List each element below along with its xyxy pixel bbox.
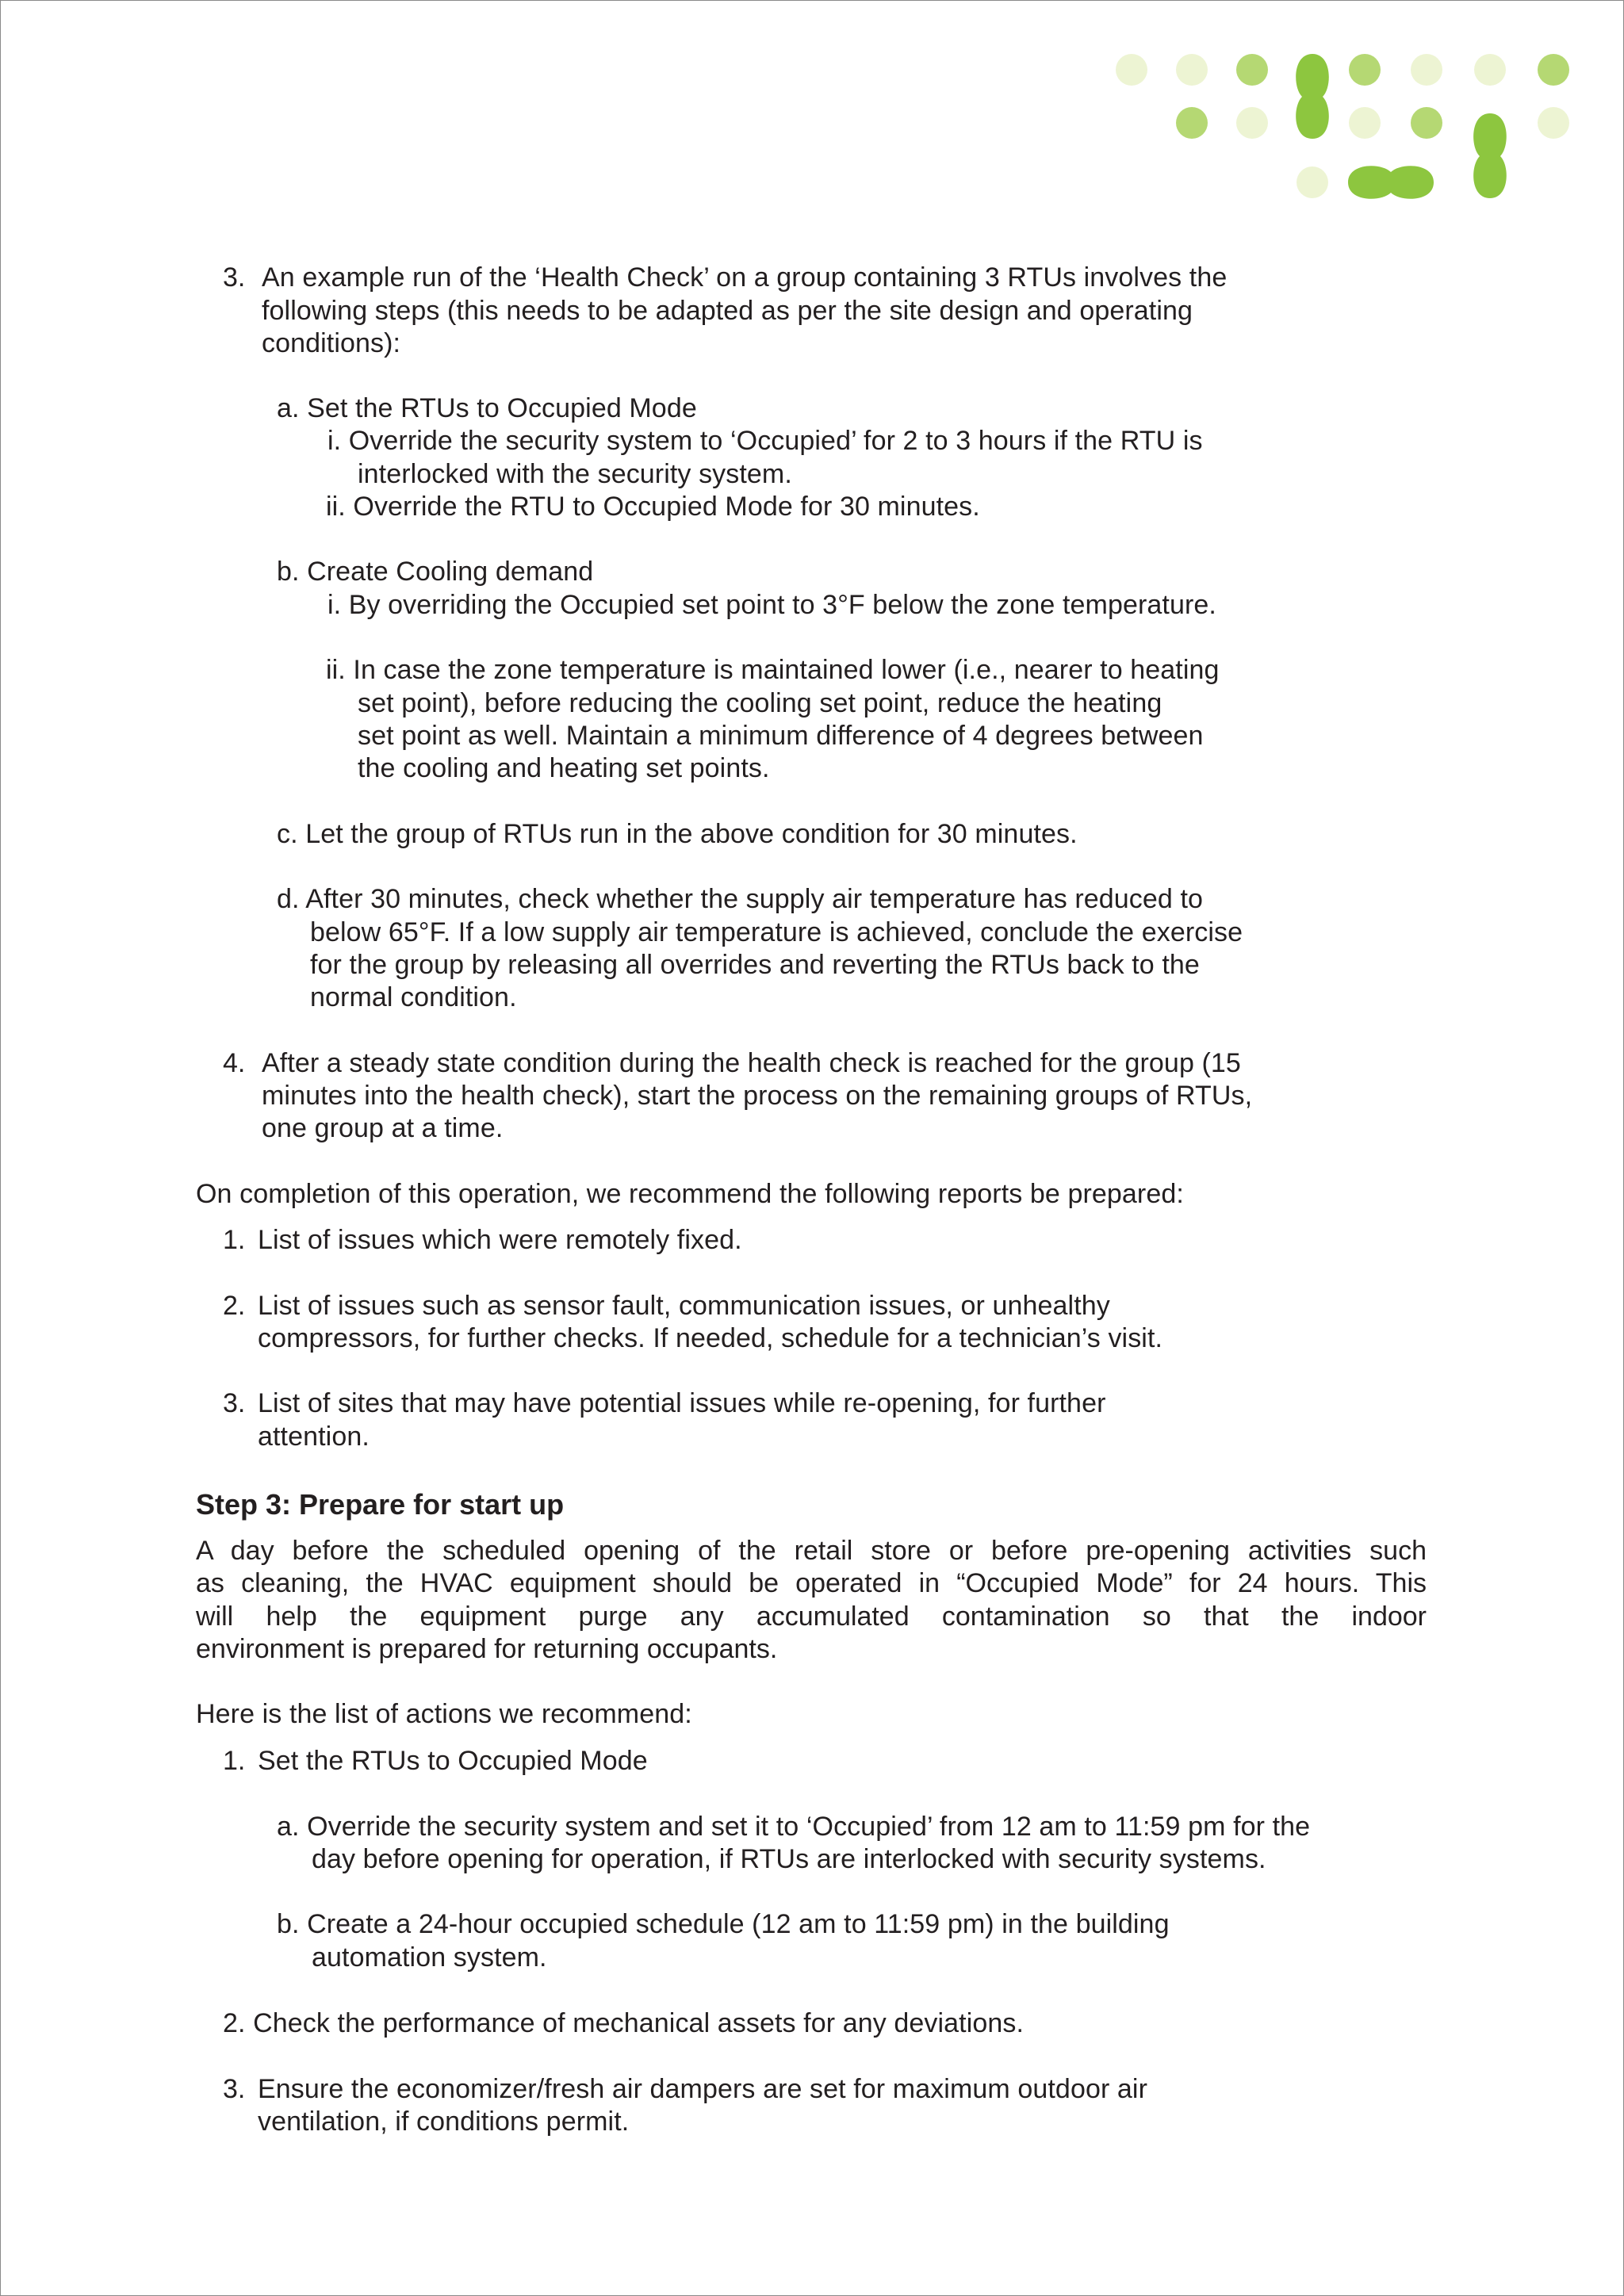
report-item-3-line-1: List of sites that may have potential issues while re-opening, for further	[258, 1388, 1106, 1418]
item3-line-2: following steps (this needs to be adapted as per the site design and operating	[262, 296, 1193, 326]
dot	[1411, 54, 1442, 86]
sub-item-b-ii-line-3: set point as well. Maintain a minimum difference of 4 degrees between	[358, 721, 1204, 751]
dot	[1297, 166, 1328, 198]
dot	[1236, 54, 1268, 86]
sub-item-d-line-1: d. After 30 minutes, check whether the supply air temperature has reduced to	[277, 884, 1204, 914]
action-item-1a-line-1: a. Override the security system and set it to ‘Occupied’ from 12 am to 11:59 pm for the	[277, 1812, 1311, 1842]
report-item-2-line-1: List of issues such as sensor fault, communication issues, or unhealthy	[258, 1291, 1110, 1321]
sub-item-b-ii-line-1: ii. In case the zone temperature is maintained lower (i.e., nearer to heating	[326, 655, 1220, 685]
green-dot-pattern	[1094, 40, 1586, 214]
sub-item-b-i: i. By overriding the Occupied set point to 3°F below the zone temperature.	[327, 590, 1216, 620]
dot	[1176, 54, 1208, 86]
dot	[1538, 54, 1569, 86]
list-number: 2.	[223, 1291, 246, 1321]
item4-line-2: minutes into the health check), start the process on the remaining groups of RTUs,	[262, 1081, 1253, 1111]
item3-line-1: An example run of the ‘Health Check’ on a group containing 3 RTUs involves the	[262, 262, 1228, 293]
sub-item-b: b. Create Cooling demand	[277, 557, 594, 587]
list-number: 4.	[223, 1048, 246, 1078]
list-number: 3.	[223, 262, 246, 293]
report-item-3-line-2: attention.	[258, 1422, 370, 1452]
vertical-capsule	[1296, 54, 1329, 139]
step3-para-line-4: environment is prepared for returning occupants.	[196, 1634, 778, 1664]
action-item-3-line-2: ventilation, if conditions permit.	[258, 2107, 630, 2137]
section-heading: Step 3: Prepare for start up	[196, 1488, 565, 1521]
sub-item-b-ii-line-2: set point), before reducing the cooling set point, reduce the heating	[358, 688, 1162, 718]
item4-line-1: After a steady state condition during the health check is reached for the group (15	[262, 1048, 1241, 1078]
sub-item-d-line-2: below 65°F. If a low supply air temperature is achieved, conclude the exercise	[310, 917, 1243, 947]
report-item-2-line-2: compressors, for further checks. If needed, schedule for a technician’s visit.	[258, 1323, 1163, 1353]
sub-item-d-line-3: for the group by releasing all overrides and reverting the RTUs back to the	[310, 950, 1200, 980]
dot-row-3	[1297, 166, 1328, 198]
dot	[1349, 107, 1381, 139]
dot	[1236, 107, 1268, 139]
sub-item-a: a. Set the RTUs to Occupied Mode	[277, 393, 697, 423]
sub-item-b-ii-line-4: the cooling and heating set points.	[358, 753, 770, 783]
action-item-1a-line-2: day before opening for operation, if RTUs are interlocked with security systems.	[312, 1844, 1266, 1874]
list-number: 1.	[223, 1225, 246, 1255]
horizontal-capsule	[1348, 166, 1434, 199]
dot	[1411, 107, 1442, 139]
sub-item-a-i-line-2: interlocked with the security system.	[358, 459, 792, 489]
dot	[1176, 107, 1208, 139]
report-item-1: List of issues which were remotely fixed.	[258, 1225, 742, 1255]
step3-para-line-3: will help the equipment purge any accumulated contamination so that the indoor	[196, 1601, 1427, 1632]
step3-para-line-1: A day before the scheduled opening of the retail store or before pre-opening activities such	[196, 1536, 1427, 1566]
action-item-1b-line-1: b. Create a 24-hour occupied schedule (12 am to 11:59 pm) in the building	[277, 1909, 1170, 1939]
list-number: 3.	[223, 2074, 246, 2104]
list-number: 3.	[223, 1388, 246, 1418]
step3-para-line-2: as cleaning, the HVAC equipment should be operated in “Occupied Mode” for 24 hours. This	[196, 1568, 1427, 1598]
dot	[1538, 107, 1569, 139]
action-item-1b-line-2: automation system.	[312, 1942, 547, 1973]
item4-line-3: one group at a time.	[262, 1113, 504, 1143]
dot-row-2	[1176, 107, 1569, 139]
list-number: 1.	[223, 1746, 246, 1776]
reports-intro: On completion of this operation, we recommend the following reports be prepared:	[196, 1179, 1184, 1209]
item3-line-3: conditions):	[262, 328, 401, 358]
action-item-3-line-1: Ensure the economizer/fresh air dampers are set for maximum outdoor air	[258, 2074, 1148, 2104]
dot	[1116, 54, 1147, 86]
actions-intro: Here is the list of actions we recommend:	[196, 1699, 692, 1729]
dot	[1474, 54, 1506, 86]
sub-item-c: c. Let the group of RTUs run in the above condition for 30 minutes.	[277, 819, 1078, 849]
sub-item-a-i-line-1: i. Override the security system to ‘Occupied’ for 2 to 3 hours if the RTU is	[327, 426, 1203, 456]
action-item-2: 2. Check the performance of mechanical assets for any deviations.	[223, 2008, 1025, 2038]
dot	[1349, 54, 1381, 86]
sub-item-a-ii: ii. Override the RTU to Occupied Mode for 30 minutes.	[326, 492, 980, 522]
dot-row-1	[1116, 54, 1569, 86]
vertical-capsule	[1473, 113, 1507, 198]
action-item-1: Set the RTUs to Occupied Mode	[258, 1746, 648, 1776]
sub-item-d-line-4: normal condition.	[310, 982, 517, 1012]
